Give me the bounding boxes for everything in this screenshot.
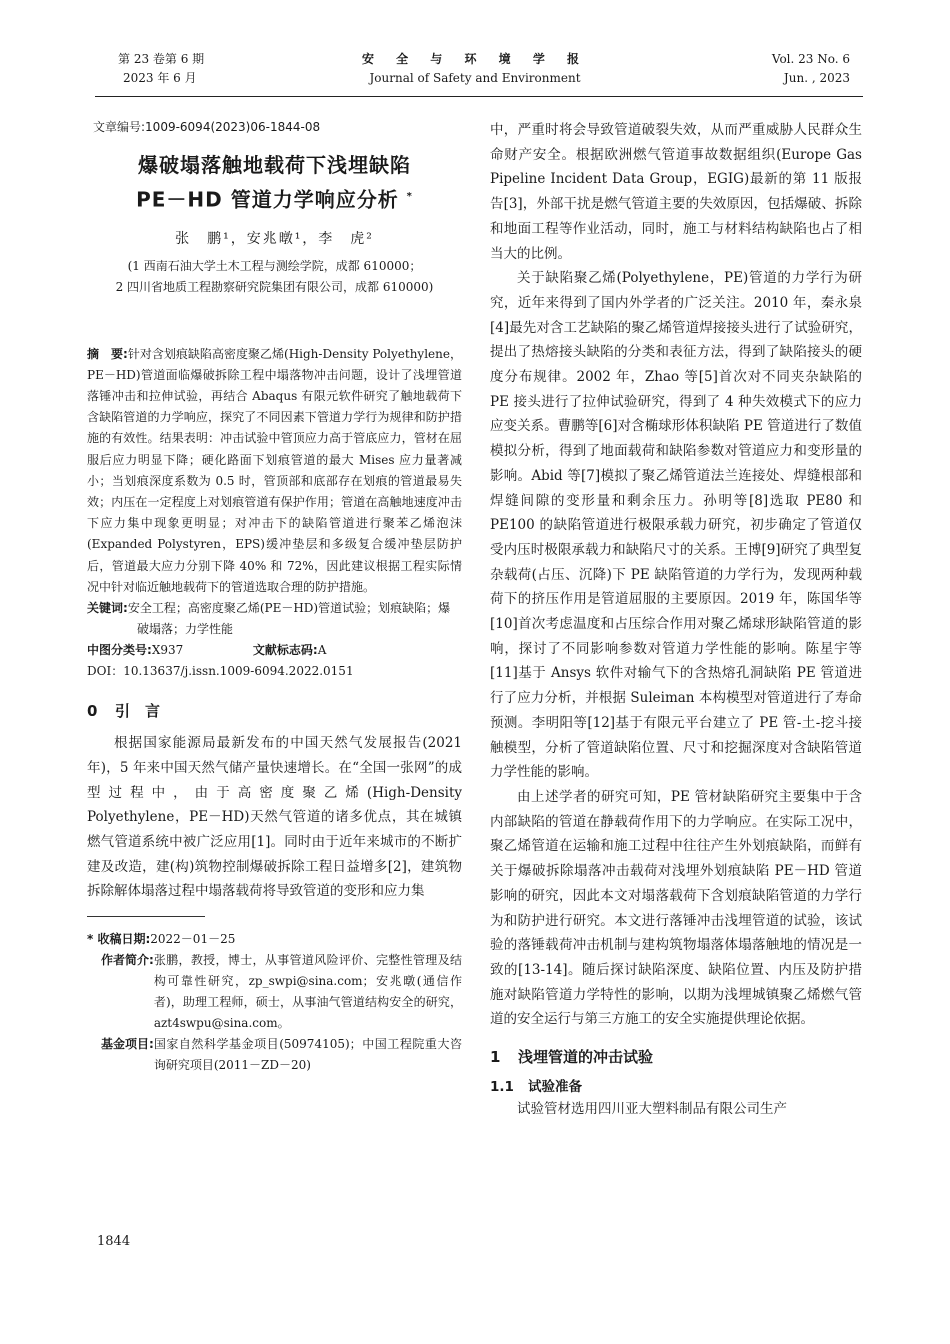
subsection-1-1-title: 试验准备 (528, 1079, 582, 1096)
author-bio-text: 张鹏，教授，博士，从事管道风险评价、完整性管理及结构可靠性研究，zp_swpi@sina.com；安兆暾(通信作者)，助理工程师，硕士，从事油气管道结构安全的研究，azt4swpu@sina.com。 (153, 953, 462, 1031)
affiliation-1: (1 西南石油大学土木工程与测绘学院，成都 610000； (127, 258, 422, 273)
title-footnote-mark: * (406, 191, 413, 202)
journal-name-en: Journal of Safety and Environment (369, 71, 581, 85)
received-date: 2022－01－25 (150, 932, 236, 947)
left-column (87, 118, 462, 1076)
fund-row (87, 1034, 462, 1076)
subsection-1-1-number: 1.1 (490, 1079, 514, 1096)
section-0-title: 引 言 (115, 702, 161, 721)
paper-title (87, 149, 462, 216)
footnote (87, 929, 462, 1076)
author-bio-row (87, 950, 462, 1034)
abstract (87, 344, 462, 598)
received-row (87, 929, 462, 950)
volume-en: Vol. 23 No. 6 (771, 52, 850, 66)
fund-label: 基金项目: (101, 1037, 154, 1052)
affiliations (87, 256, 462, 298)
journal-issue-info (118, 50, 204, 88)
doc-code-label: 文献标志码: (252, 643, 318, 658)
section-1-title: 浅埋管道的冲击试验 (518, 1048, 654, 1067)
fund-text: 国家自然科学基金项目(50974105)；中国工程院重大咨询研究项目(2011－ZD－20) (153, 1037, 462, 1073)
received-label: * 收稿日期: (87, 932, 151, 947)
title-line-2: PE－HD 管道力学响应分析 * (136, 187, 413, 212)
doi: DOI：10.13637/j.issn.1009-6094.2022.0151 (87, 664, 354, 679)
section-0-number: 0 (87, 702, 98, 721)
keywords-label: 关键词: (87, 601, 128, 616)
abstract-label: 摘 要: (87, 346, 128, 361)
journal-volume-en (730, 50, 850, 88)
footnote-rule (87, 916, 205, 917)
intro-paragraph-1: 根据国家能源局最新发布的中国天然气发展报告(2021 年)，5 年来中国天然气储产量快速增长。在“全国一张网”的成型过程中，由于高密度聚乙烯(High-Density Polyethylene，PE－HD)天然气管道的诸多优点，其在城镇燃气管道系统中被广泛应用[1]。同时由于近年来城市的不断扩建及改造，建(构)筑物控制爆破拆除工程日益增多[2]，建筑物拆除解体塌落过程中塌落载荷将导致管道的变形和应力集 (87, 735, 462, 900)
keywords-text: 安全工程；高密度聚乙烯(PE－HD)管道试验；划痕缺陷；爆破塌落；力学性能 (127, 601, 451, 637)
journal-name (330, 50, 620, 88)
section-1-heading (490, 1046, 862, 1067)
abstract-text: 针对含划痕缺陷高密度聚乙烯(High-Density Polyethylene，PE－HD)管道面临爆破拆除工程中塌落物冲击问题，设计了浅埋管道落锤冲击和拉伸试验，再结合 Abaqus 有限元软件研究了触地载荷下含缺陷管道的力学响应，探究了不同因素下管道力学行为规律和防护措施的有效性。结果表明：冲击试验中管顶应力高于管底应力，管材在屈服后应力明显下降；硬化路面下划痕管道的最大 Mises 应力量著减小；当划痕深度系数为 0.5 时，管顶部和底部存在划痕的管道最易失效；内压在一定程度上对划痕管道有保护作用；管道在高触地速度冲击下应力集中现象更明显；对冲击下的缺陷管道进行聚苯乙烯泡沫(Expanded Polystyren，EPS)缓冲垫层和多级复合缓冲垫层防护后，管道最大应力分别下降 40% 和 72%，因此建议根据工程实际情况中针对临近触地载荷下的管道选取合理的防护措施。 (87, 346, 462, 594)
keywords (87, 598, 462, 640)
right-column (490, 118, 862, 1122)
classification (87, 640, 462, 661)
article-number: 文章编号:1009-6094(2023)06-1844-08 (93, 120, 321, 134)
title-line-1: 爆破塌落触地载荷下浅埋缺陷 (138, 153, 411, 177)
section-1-number: 1 (490, 1048, 501, 1067)
journal-name-cn: 安 全 与 环 境 学 报 (361, 52, 589, 66)
intro-paragraph-1-cont: 中，严重时将会导致管道破裂失效，从而严重威胁人民群众生命财产安全。根据欧洲燃气管道事故数据组织(Europe Gas Pipeline Incident Data Group，EGIG)最新的第 11 版报告[3]，外部干扰是燃气管道主要的失效原因，包括爆破、拆除和地面工程等作业活动，同时，施工与材料结构缺陷也占了相当大的比例。 (490, 122, 862, 262)
issue-date: 2023 年 6 月 (123, 71, 197, 85)
header-rule (95, 96, 863, 97)
author-bio-label: 作者简介: (101, 953, 154, 968)
intro-paragraph-3: 由上述学者的研究可知，PE 管材缺陷研究主要集中于含内部缺陷的管道在静载荷作用下的力学响应。在实际工况中，聚乙烯管道在运输和施工过程中往往产生外划痕缺陷，而鲜有关于爆破拆除塌落冲击载荷对浅埋外划痕缺陷 PE－HD 管道影响的研究，因此本文对塌落载荷下含划痕缺陷管道的力学行为和防护进行研究。本文进行落锤冲击浅埋管道的试验，该试验的落锤载荷冲击机制与建构筑物塌落体塌落触地的情况是一致的[13-14]。随后探讨缺陷深度、缺陷位置、内压及防护措施对缺陷管道力学特性的影响，以期为浅埋城镇聚乙烯燃气管道的安全运行与第三方施工的安全实施提供理论依据。 (490, 788, 862, 1028)
volume-issue: 第 23 卷第 6 期 (118, 52, 205, 66)
authors: 张 鹏¹，安兆暾¹，李 虎² (175, 230, 374, 247)
section-1-paragraph-1: 试验管材选用四川亚大塑料制品有限公司生产 (517, 1101, 787, 1118)
doc-code: A (317, 643, 327, 658)
subsection-1-1-heading (490, 1075, 862, 1095)
clc-label: 中图分类号: (87, 643, 152, 658)
clc-code: X937 (151, 643, 184, 658)
section-0-heading (87, 700, 462, 721)
date-en: Jun. , 2023 (783, 71, 850, 85)
page-number: 1844 (97, 1234, 131, 1249)
intro-paragraph-2: 关于缺陷聚乙烯(Polyethylene，PE)管道的力学行为研究，近年来得到了国内外学者的广泛关注。2010 年，秦永泉[4]最先对含工艺缺陷的聚乙烯管道焊接接头进行了试验研究，提出了热熔接头缺陷的分类和表征方法，得到了缺陷接头的硬度分布规律。2002 年，Zhao 等[5]首次对不同夹杂缺陷的 PE 接头进行了拉伸试验研究，得到了 4 种失效模式下的应力应变关系。曹鹏等[6]对含椭球形体积缺陷 PE 管道进行了数值模拟分析，得到了地面载荷和缺陷参数对管道应力和变形量的影响。Abid 等[7]模拟了聚乙烯管道法兰连接处、焊缝根部和焊缝间隙的变形量和剩余压力。孙明等[8]选取 PE80 和 PE100 的缺陷管道进行极限承载力研究，初步确定了管道仅受内压时极限承载力和缺陷尺寸的关系。王博[9]研究了典型复杂载荷(占压、沉降)下 PE 缺陷管道的力学行为，发现两种载荷下的挤压作用是管道屈服的主要原因。2019 年，陈国华等[10]首次考虑温度和占压综合作用对聚乙烯球形缺陷管道的影响，探讨了不同影响参数对管道力学性能的影响。陈星宇等[11]基于 Ansys 软件对输气下的含热熔孔洞缺陷 PE 管道进行了应力分析，并根据 Suleiman 本构模型对管道进行了寿命预测。李明阳等[12]基于有限元平台建立了 PE 管-土-挖斗接触模型，分析了管道缺陷位置、尺寸和挖掘深度对含缺陷管道力学性能的影响。 (490, 270, 862, 781)
affiliation-2: 2 四川省地质工程勘察研究院集团有限公司，成都 610000) (115, 279, 434, 294)
